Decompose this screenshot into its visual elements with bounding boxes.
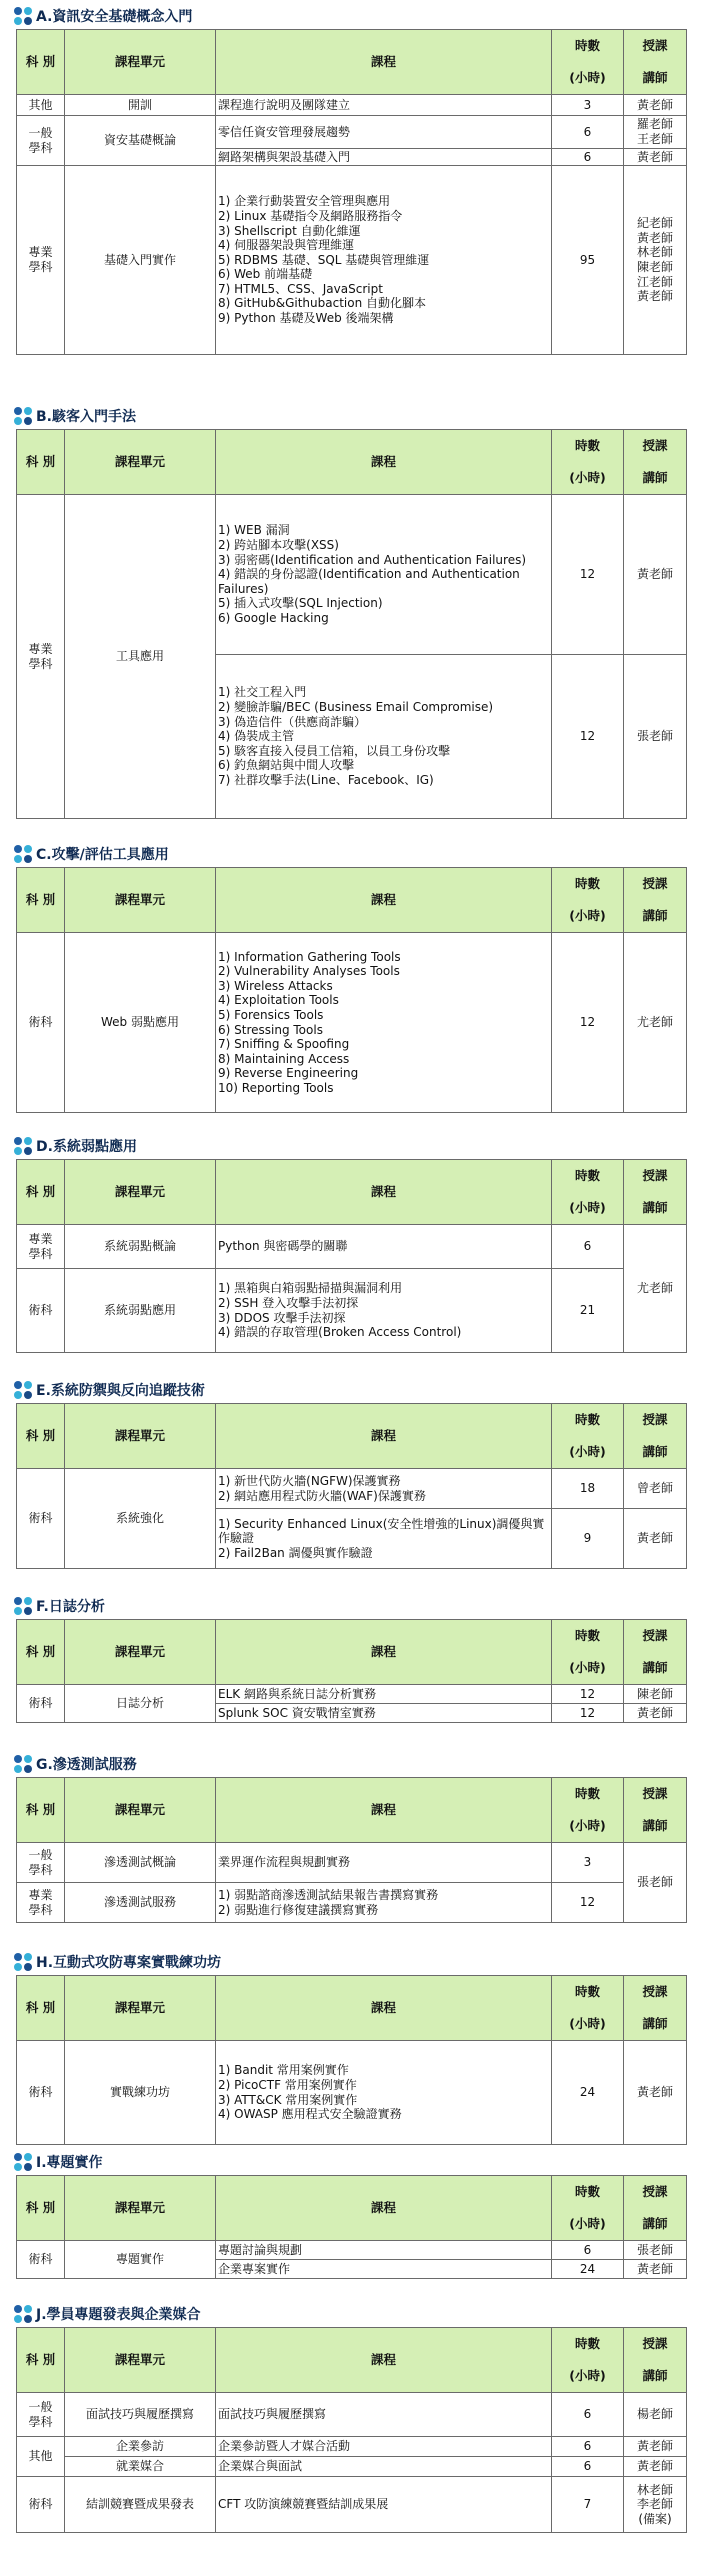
table-row: 專業 學科 工具應用 1) WEB 漏洞 2) 跨站腳本攻擊(XSS) 3) 弱密碼(Identification and Authentication Failures) 4) 錯誤的身份認證(Identification and Authentication Failures) 5) 插入式攻擊(SQL Injection) 6) Google Hacking 12 黃老師: [17, 495, 687, 655]
table-header-row: 科 別 課程單元 課程 時數 (小時) 授課 講師: [17, 1404, 687, 1469]
table-row: 術科 專題實作 專題討論與規劃 6 張老師: [17, 2241, 687, 2260]
bullet-dots-icon: [14, 1381, 33, 1400]
table-row: 其他 開訓 課程進行說明及團隊建立 3 黃老師: [17, 95, 687, 116]
table-row: 企業專案實作 24 黃老師: [17, 2260, 687, 2279]
course-table-j: [16, 2327, 687, 2533]
table-row: 一般 學科 滲透測試概論 業界運作流程與規劃實務 3 張老師: [17, 1843, 687, 1883]
table-header-row: 科 別 課程單元 課程 時數 (小時) 授課 講師: [17, 1778, 687, 1843]
table-row: 術科 結訓競賽暨成果發表 CFT 攻防演練競賽暨結訓成果展 7 林老師 李老師 (備案): [17, 2477, 687, 2533]
table-row: 專業 學科 基礎入門實作 1) 企業行動裝置安全管理與應用 2) Linux 基礎指令及網路服務指令 3) Shellscript 自動化維運 4) 伺服器架設與管理維運 5) RDBMS 基礎、SQL 基礎與管理維運 6) Web 前端基礎 7) HTML5、CSS、JavaScript 8) GitHub&Githubaction 自動化腳本 9) Python 基礎及Web 後端架構 95 紀老師 黃老師 林老師 陳老師 江老師 黃老師: [17, 166, 687, 355]
table-row: Splunk SOC 資安戰情室實務 12 黃老師: [17, 1704, 687, 1723]
bullet-dots-icon: [14, 1953, 33, 1972]
bullet-dots-icon: [14, 2305, 33, 2324]
course-table-h: [16, 1975, 687, 2145]
table-row: 其他 企業參訪 企業參訪暨人才媒合活動 6 黃老師: [17, 2437, 687, 2457]
course-table-c: [16, 867, 687, 1113]
table-row: 就業媒合 企業媒合與面試 6 黃老師: [17, 2457, 687, 2477]
table-row: 術科 系統弱點應用 1) 黑箱與白箱弱點掃描與漏洞利用 2) SSH 登入攻擊手法初探 3) DDOS 攻擊手法初探 4) 錯誤的存取管理(Broken Access Control) 21: [17, 1269, 687, 1353]
bullet-dots-icon: [14, 407, 33, 426]
table-row: 術科 日誌分析 ELK 網路與系統日誌分析實務 12 陳老師: [17, 1685, 687, 1704]
course-table-i: [16, 2175, 687, 2279]
bullet-dots-icon: [14, 1755, 33, 1774]
section-d-title: D.系統弱點應用: [0, 1135, 137, 1157]
section-h-title: H.互動式攻防專案實戰練功坊: [0, 1951, 221, 1973]
bullet-dots-icon: [14, 1597, 33, 1616]
course-table-g: [16, 1777, 687, 1923]
table-row: 術科 系統強化 1) 新世代防火牆(NGFW)保護實務 2) 網站應用程式防火牆(WAF)保護實務 18 曾老師: [17, 1469, 687, 1509]
section-i-title: I.專題實作: [0, 2151, 103, 2173]
bullet-dots-icon: [14, 7, 33, 26]
table-row: 一般 學科 資安基礎概論 零信任資安管理發展趨勢 6 羅老師 王老師: [17, 116, 687, 149]
section-g-title: G.滲透測試服務: [0, 1753, 137, 1775]
course-table-a: [16, 29, 687, 355]
bullet-dots-icon: [14, 1137, 33, 1156]
section-f-title: F.日誌分析: [0, 1595, 105, 1617]
table-row: 1) Security Enhanced Linux(安全性增強的Linux)調優與實作驗證 2) Fail2Ban 調優與實作驗證 9 黃老師: [17, 1509, 687, 1569]
table-header-row: 科 別 課程單元 課程 時數 (小時) 授課 講師: [17, 2328, 687, 2393]
table-header-row: 科 別 課程單元 課程 時數 (小時) 授課 講師: [17, 1160, 687, 1225]
table-header-row: 科 別 課程單元 課程 時數 (小時) 授課 講師: [17, 1976, 687, 2041]
table-row: 術科 實戰練功坊 1) Bandit 常用案例實作 2) PicoCTF 常用案例實作 3) ATT&CK 常用案例實作 4) OWASP 應用程式安全驗證實務 24 黃老師: [17, 2041, 687, 2145]
table-row: 專業 學科 系統弱點概論 Python 與密碼學的關聯 6 尤老師: [17, 1225, 687, 1269]
table-row: 1) 社交工程入門 2) 變臉詐騙/BEC (Business Email Compromise) 3) 偽造信件（供應商詐騙） 4) 偽裝成主管 5) 駭客直接入侵員工信箱，以員工身份攻擊 6) 釣魚網站與中間人攻擊 7) 社群攻擊手法(Line、Facebook、IG) 12 張老師: [17, 655, 687, 819]
table-row: 專業 學科 滲透測試服務 1) 弱點諮商滲透測試結果報告書撰寫實務 2) 弱點進行修復建議撰寫實務 12: [17, 1883, 687, 1923]
bullet-dots-icon: [14, 845, 33, 864]
section-j-title: J.學員專題發表與企業媒合: [0, 2303, 201, 2325]
table-header-row: 科 別 課程單元 課程 時數 (小時) 授課 講師: [17, 1620, 687, 1685]
course-table-d: [16, 1159, 687, 1353]
table-header-row: 科 別 課程單元 課程 時數 (小時) 授課 講師: [17, 2176, 687, 2241]
course-table-e: [16, 1403, 687, 1569]
section-b-title: B.駭客入門手法: [0, 405, 136, 427]
section-c-title: C.攻擊/評估工具應用: [0, 843, 169, 865]
table-row: 網路架構與架設基礎入門 6 黃老師: [17, 149, 687, 166]
table-header-row: 科 別 課程單元 課程 時數 (小時) 授課 講師: [17, 30, 687, 95]
section-a-title: A.資訊安全基礎概念入門: [0, 5, 192, 27]
section-e-title: E.系統防禦與反向追蹤技術: [0, 1379, 205, 1401]
bullet-dots-icon: [14, 2153, 33, 2172]
course-table-b: [16, 429, 687, 819]
course-table-f: [16, 1619, 687, 1723]
table-header-row: 科 別 課程單元 課程 時數 (小時) 授課 講師: [17, 430, 687, 495]
table-row: 術科 Web 弱點應用 1) Information Gathering Tools 2) Vulnerability Analyses Tools 3) Wireless Attacks 4) Exploitation Tools 5) Forensics Tools 6) Stressing Tools 7) Sniffing & Spoofing 8) Maintaining Access 9) Reverse Engineering 10) Reporting Tools 12 尤老師: [17, 933, 687, 1113]
table-row: 一般 學科 面試技巧與履歷撰寫 面試技巧與履歷撰寫 6 楊老師: [17, 2393, 687, 2437]
table-header-row: 科 別 課程單元 課程 時數 (小時) 授課 講師: [17, 868, 687, 933]
